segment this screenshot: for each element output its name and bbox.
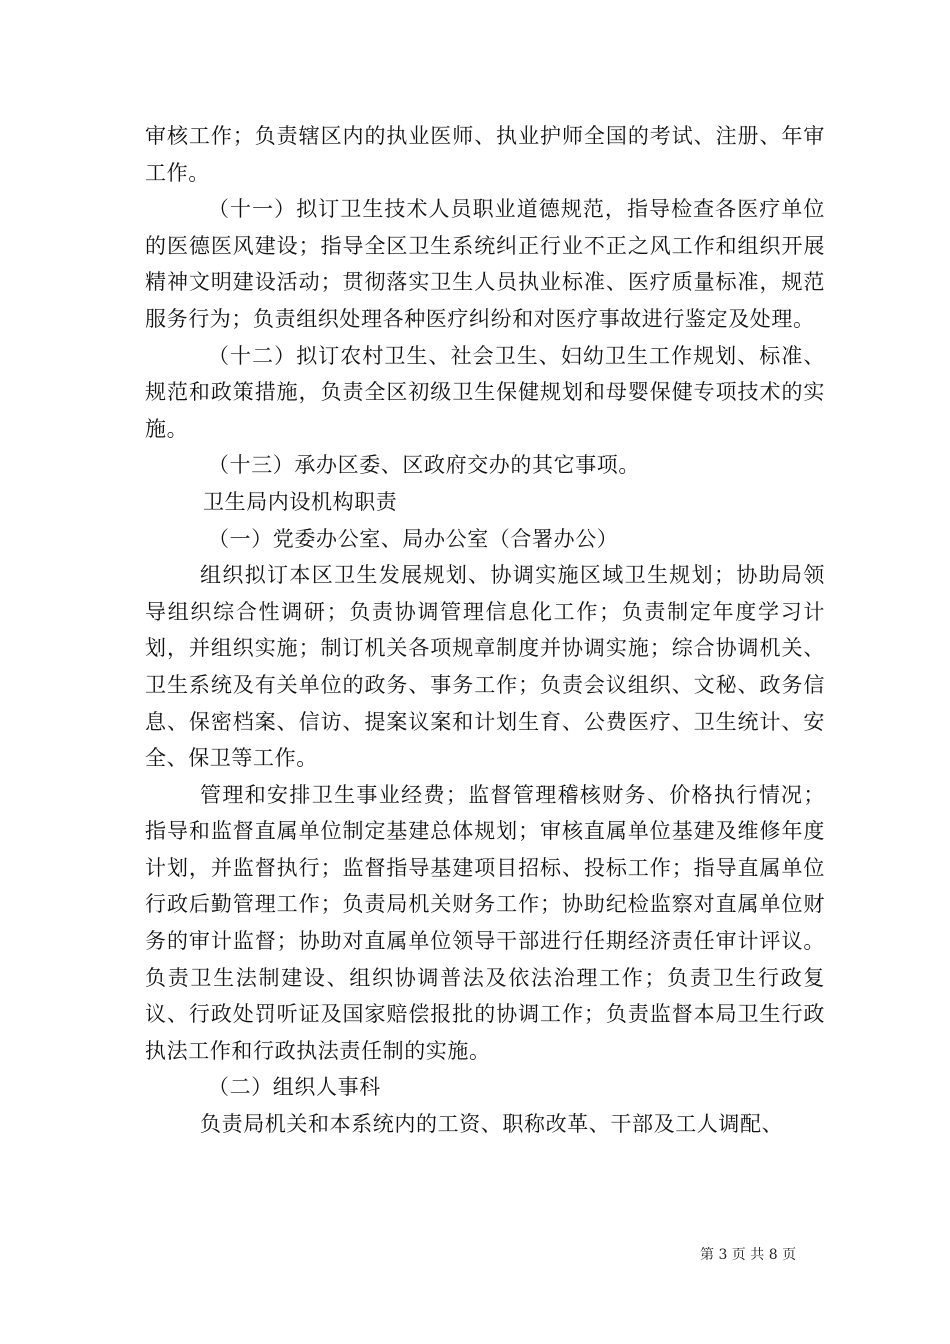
paragraph-1: 审核工作；负责辖区内的执业医师、执业护师全国的考试、注册、年审工作。 [145, 124, 825, 185]
paragraph-finance-duties: 管理和安排卫生事业经费；监督管理稽核财务、价格执行情况；指导和监督直属单位制定基建总体规划；审核直属单位基建及维修年度计划，并监督执行；监督指导基建项目招标、投标工作；指导直属单位行政后勤管理工作；负责局机关财务工作；协助纪检监察对直属单位财务的审计监督；协助对直属单位领导干部进行任期经济责任审计评议。负责卫生法制建设、组织协调普法及依法治理工作；负责卫生行政复议、行政处罚听证及国家赔偿报批的协调工作；负责监督本局卫生行政执法工作和行政执法责任制的实施。 [145, 782, 825, 1063]
paragraph-personnel-duties: 负责局机关和本系统内的工资、职称改革、干部及工人调配、 [200, 1112, 784, 1137]
subsection-heading-personnel: （二）组织人事科 [208, 1075, 381, 1100]
paragraph-4: （十三）承办区委、区政府交办的其它事项。 [208, 453, 640, 478]
section-heading: 卫生局内设机构职责 [203, 489, 398, 514]
paragraph-2: （十一）拟订卫生技术人员职业道德规范，指导检查各医疗单位的医德医风建设；指导全区卫生系统纠正行业不正之风工作和组织开展精神文明建设活动；贯彻落实卫生人员执业标准、医疗质量标准，规范服务行为；负责组织处理各种医疗纠纷和对医疗事故进行鉴定及处理。 [145, 197, 825, 331]
paragraph-office-duties: 组织拟订本区卫生发展规划、协调实施区域卫生规划；协助局领导组织综合性调研；负责协调管理信息化工作；负责制定年度学习计划，并组织实施；制订机关各项规章制度并协调实施；综合协调机关、卫生系统及有关单位的政务、事务工作；负责会议组织、文秘、政务信息、保密档案、信访、提案议案和计划生育、公费医疗、卫生统计、安全、保卫等工作。 [145, 563, 825, 771]
subsection-heading-office: （一）党委办公室、局办公室（合署办公） [208, 526, 619, 551]
page-number-footer: 第 3 页 共 8 页 [700, 1247, 797, 1263]
paragraph-3: （十二）拟订农村卫生、社会卫生、妇幼卫生工作规划、标准、规范和政策措施，负责全区初级卫生保健规划和母婴保健专项技术的实施。 [145, 343, 825, 441]
document-body [145, 118, 825, 1143]
